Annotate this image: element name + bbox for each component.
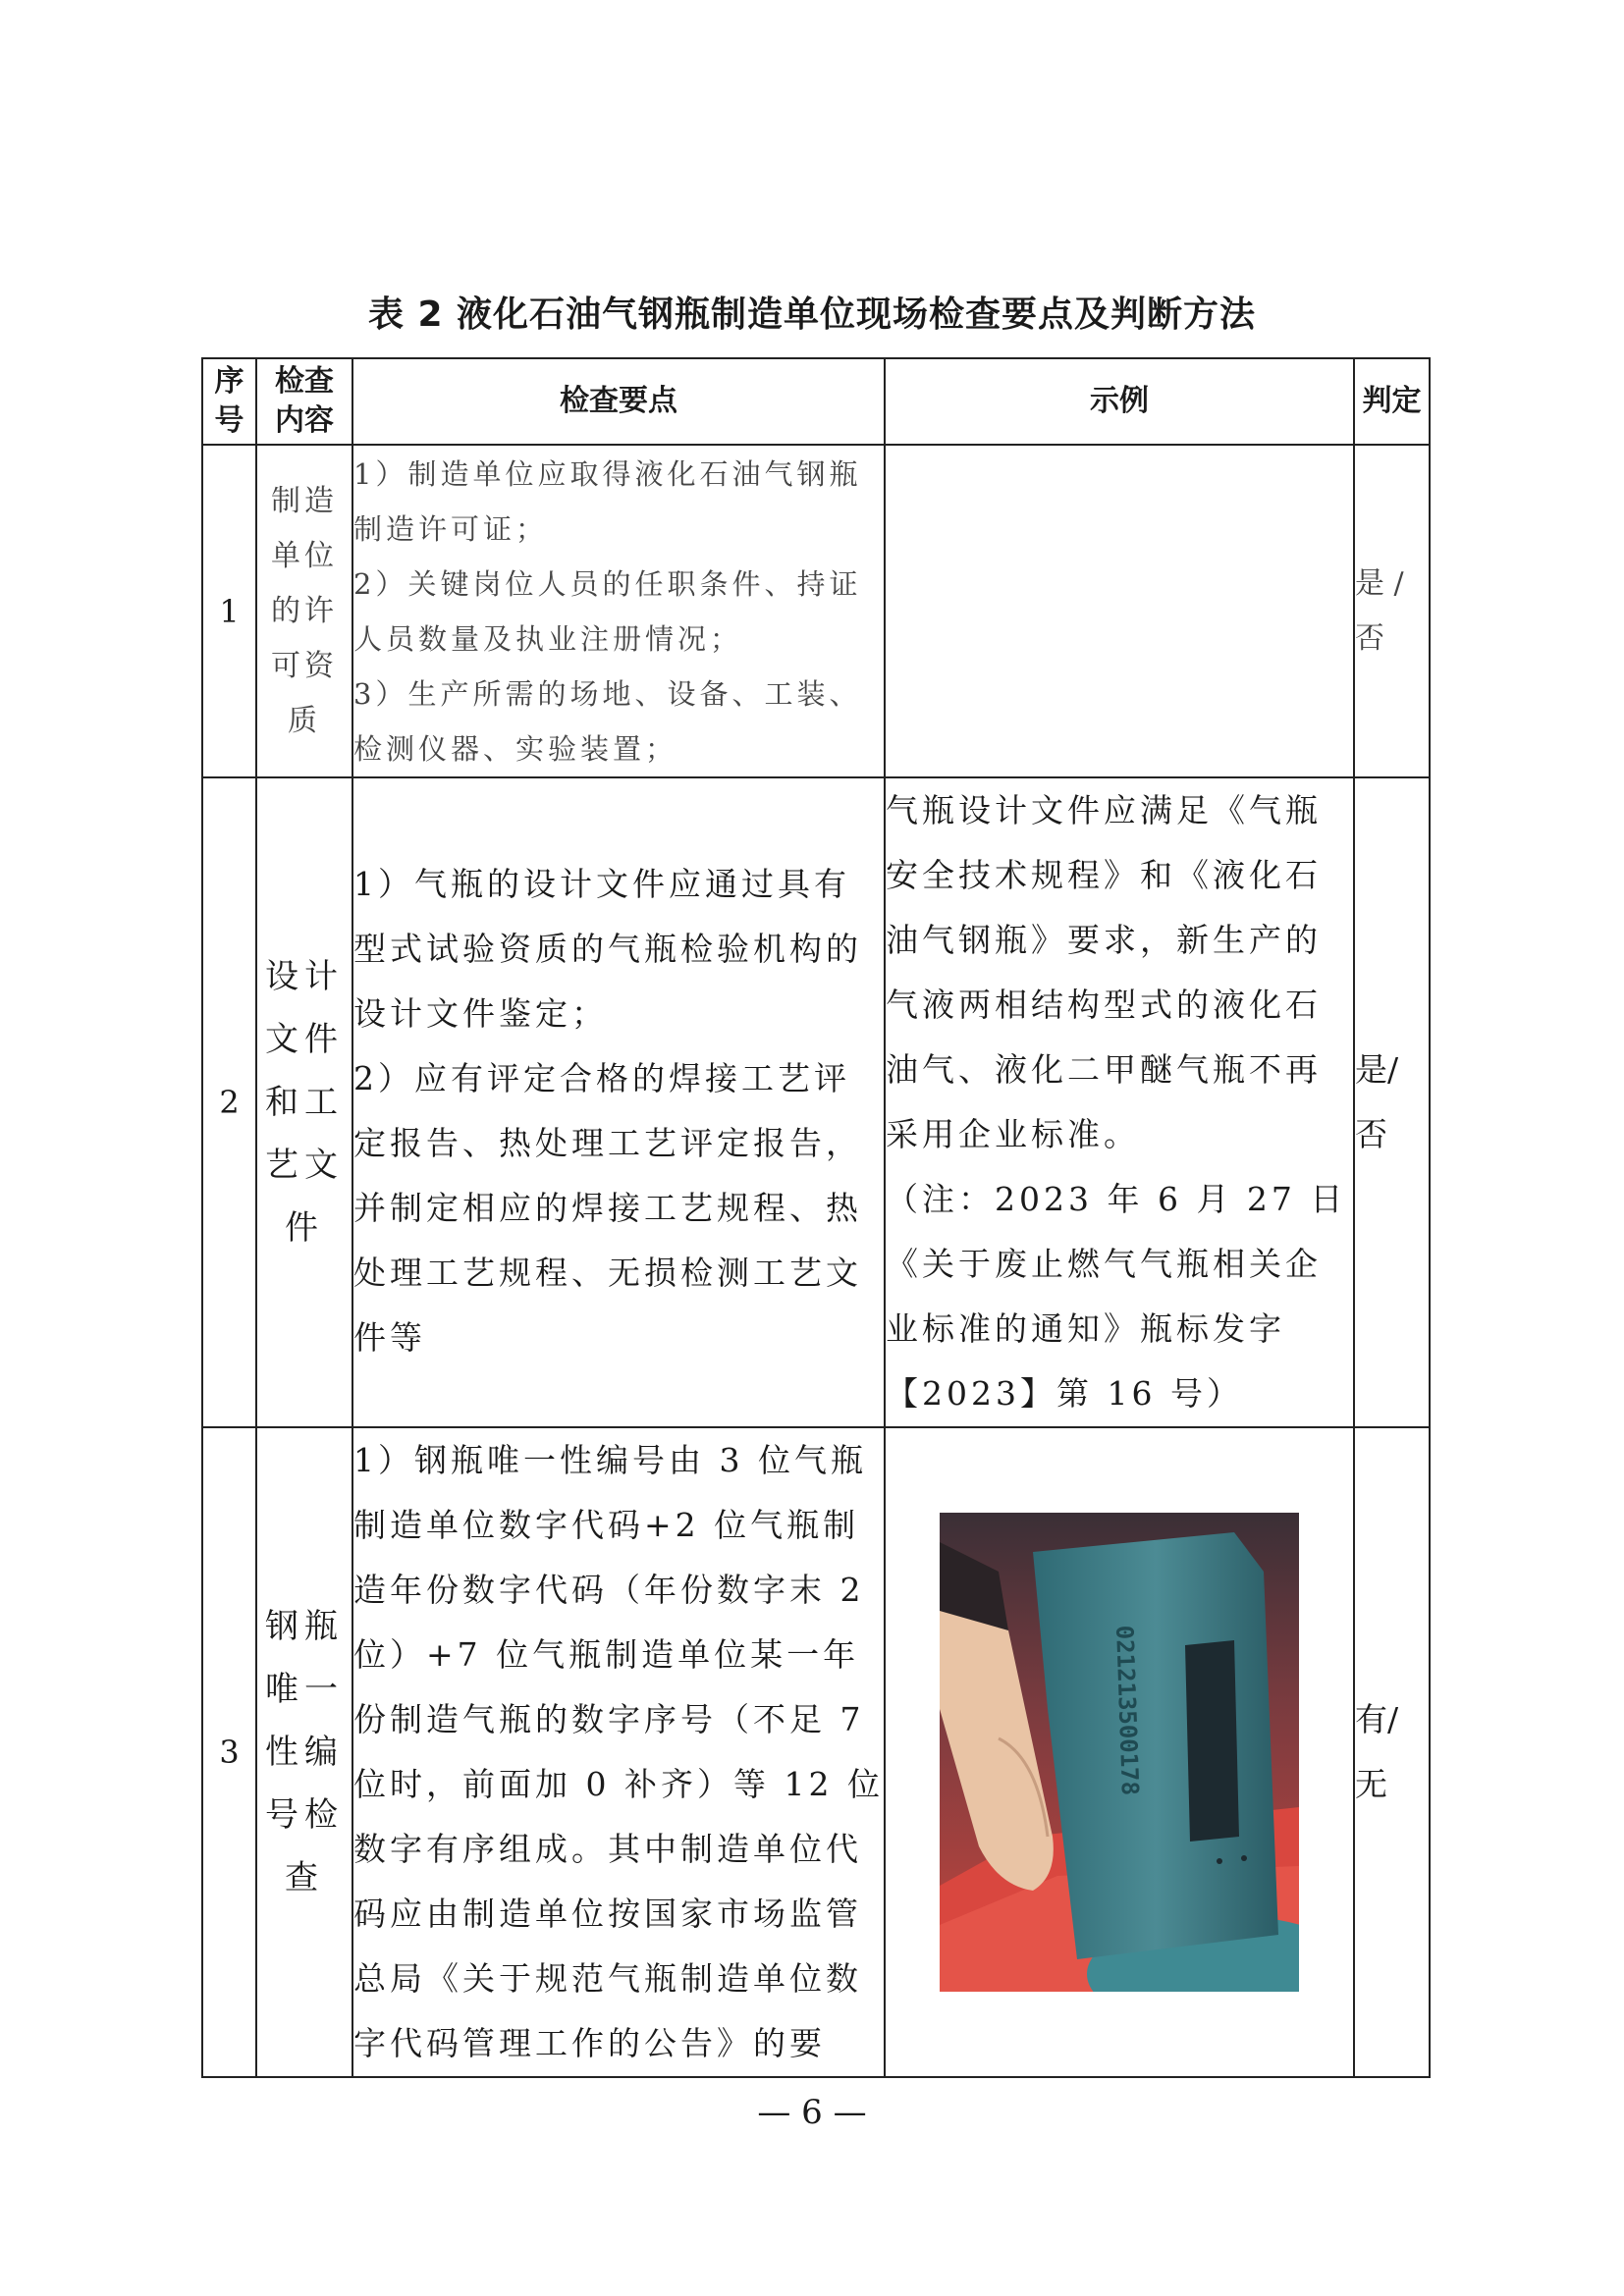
row-number: 1 [202,445,256,777]
row-example [885,777,1354,1427]
point-text: 3）生产所需的场地、设备、工装、检测仪器、实验装置； [353,676,862,766]
table-row [202,445,1430,777]
header-points: 检查要点 [352,358,885,445]
cylinder-marking-photo [940,1513,1299,1992]
row-number: 3 [202,1427,256,2077]
row-example [885,445,1354,777]
row-points [352,777,885,1427]
row-item: 设计文件和工艺文件 [256,777,352,1427]
row-judge: 是 / 否 [1354,445,1430,777]
row-item: 钢瓶唯一性编号检查 [256,1427,352,2077]
row-item: 制造单位的许可资质 [256,445,352,777]
example-text: 气瓶设计文件应满足《气瓶安全技术规程》和《液化石油气钢瓶》要求，新生产的气液两相结构型式的液化石油气、液化二甲醚气瓶不再采用企业标准。 [886,791,1322,1153]
row-points [352,1427,885,2077]
header-num: 序号 [202,358,256,445]
document-title: 表 2 液化石油气钢瓶制造单位现场检查要点及判断方法 [367,294,1257,335]
page-number: — 6 — [757,2093,867,2132]
row-example-photo-cell [885,1427,1354,2077]
row-judge: 有/无 [1354,1427,1430,2077]
header-item: 检查内容 [256,358,352,445]
point-text: 2）关键岗位人员的任职条件、持证人员数量及执业注册情况； [353,566,862,656]
table-header-row [202,358,1430,445]
inspection-table [201,357,1431,2078]
row-points [352,445,885,777]
point-text: 1）制造单位应取得液化石油气钢瓶制造许可证； [353,456,862,546]
header-example: 示例 [885,358,1354,445]
point-text: 1）气瓶的设计文件应通过具有型式试验资质的气瓶检验机构的设计文件鉴定； [353,865,862,1033]
point-text: 2）应有评定合格的焊接工艺评定报告、热处理工艺评定报告，并制定相应的焊接工艺规程、热处理工艺规程、无损检测工艺文件等 [353,1059,862,1357]
row-judge: 是/否 [1354,777,1430,1427]
example-note: （注：2023 年 6 月 27 日《关于废止燃气气瓶相关企业标准的通知》瓶标发字【2023】第 16 号） [886,1180,1347,1413]
row-number: 2 [202,777,256,1427]
embossed-serial-text: 021213500178 [1110,1625,1145,1796]
header-judge: 判定 [1354,358,1430,445]
table-row [202,777,1430,1427]
point-text: 1）钢瓶唯一性编号由 3 位气瓶制造单位数字代码+2 位气瓶制造年份数字代码（年份数字末 2 位）+7 位气瓶制造单位某一年份制造气瓶的数字序号（不足 7 位时，前面加 0 补齐）等 12 位数字有序组成。其中制造单位代码应由制造单位按国家市场监管总局《关于规范气瓶制造单位数字代码管理工作的公告》的要 [353,1441,884,2062]
table-row [202,1427,1430,2077]
